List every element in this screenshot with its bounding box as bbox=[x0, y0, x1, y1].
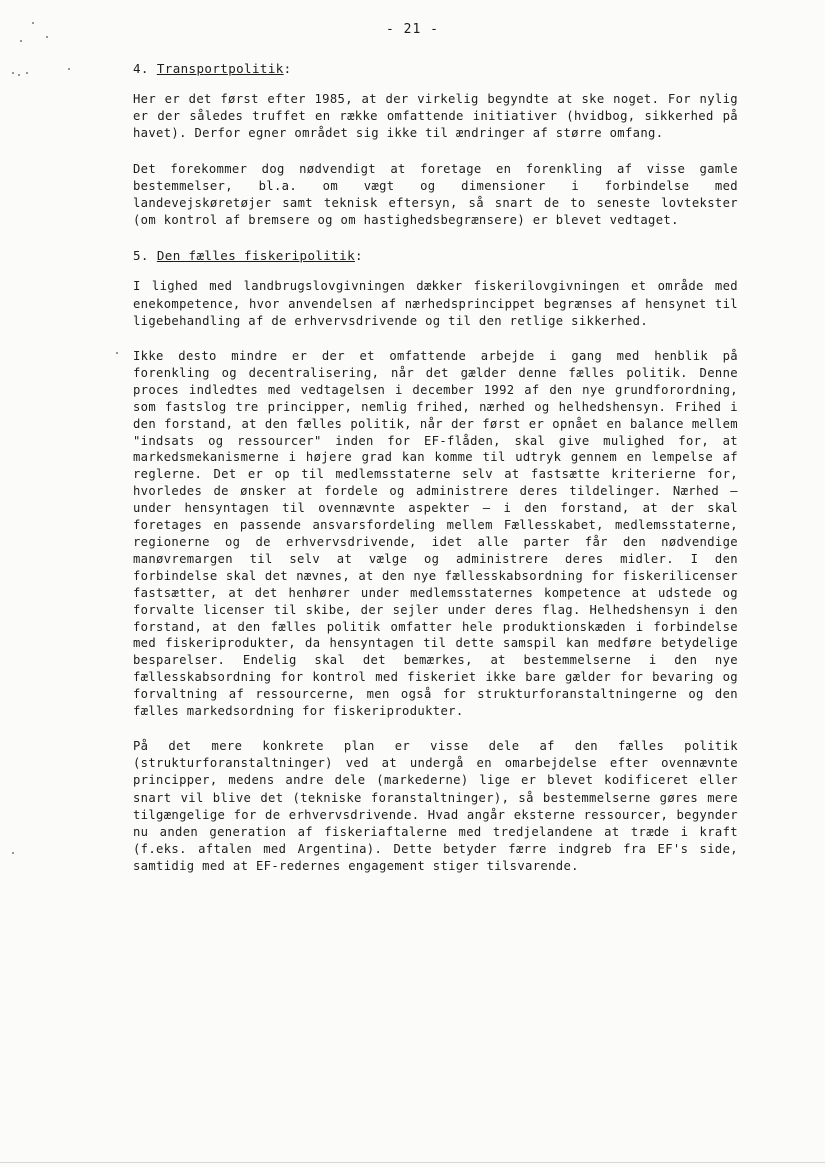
scan-speck bbox=[18, 74, 20, 76]
section-number: 5. bbox=[133, 248, 149, 264]
document-body bbox=[133, 60, 738, 894]
section-number: 4. bbox=[133, 61, 149, 76]
scan-speck bbox=[26, 72, 28, 74]
section-title-colon: : bbox=[283, 61, 292, 76]
paragraph: I lighed med landbrugslovgivningen dækker fiskerilovgivningen et område med enekompetence, hvor anvendelsen af nærhedsprincippet begrænses af hensynet til ligebehandling af de erhvervsdrivende og til den retlige sikkerhed. bbox=[133, 279, 738, 328]
section-title: Den fælles fiskeripolitik bbox=[156, 248, 356, 264]
scan-speck bbox=[32, 22, 34, 24]
section-title-colon: : bbox=[355, 248, 363, 264]
paragraph: Her er det først efter 1985, at der virkelig begyndte at ske noget. For nylig er der således truffet en række omfattende initiativer (hvidbog, sikkerhed på havet). Derfor egner området sig ikke til ændringer af større omfang. bbox=[133, 92, 738, 141]
page-number: - 21 - bbox=[386, 22, 439, 37]
paragraph: Det forekommer dog nødvendigt at foretage en forenkling af visse gamle bestemmelser, bl.a. om vægt og dimensioner i forbindelse med landevejskøretøjer samt teknisk eftersyn, så snart de to seneste lovtekster (om kontrol af bremsere og om hastighedsbegrænsere) er blevet vedtaget. bbox=[133, 161, 738, 228]
page-bottom-edge bbox=[0, 1162, 825, 1163]
section-heading bbox=[133, 247, 738, 264]
scan-speck bbox=[116, 352, 118, 354]
paragraph: Ikke desto mindre er der et omfattende arbejde i gang med henblik på forenkling og decentralisering, når det gælder denne fælles politik. Denne proces indledtes med vedtagelsen i december 1992 af den nye grundforordning, som fastslog tre principper, nemlig frihed, nærhed og helhedshensyn. Frihed i den forstand, at den fælles politik, når der først er opnået en balance mellem "indsats og ressourcer" inden for EF-flåden, skal give mulighed for, at markedsmekanismerne i højere grad kan komme til udtryk gennem en lempelse af reglerne. Det er op til medlemsstaterne selv at fastsætte kriterierne for, hvorledes de ønsker at fordele og administrere deres tildelinger. Nærhed – under hensyntagen til ovennævnte aspekter – i den forstand, at der skal foretages en passende ansvarsfordeling mellem Fællesskabet, medlemsstaterne, regionerne og de erhvervsdrivende, idet alle parter får den nødvendige manøvremargen til selv at vælge og administrere deres midler. I den forbindelse skal det nævnes, at den nye fællesskabsordning for fiskerilicenser fastsætter, at det henhører under medlemsstaternes kompetence at udstede og forvalte licenser til skibe, der sejler under deres flag. Helhedshensyn i den forstand, at den fælles politik omfatter hele produktionskæden i forbindelse med fiskeriprodukter, da hensyntagen til dette samspil kan medføre betydelige besparelser. Endelig skal det bemærkes, at bestemmelserne i den nye fællesskabsordning for kontrol med fiskeriet ikke bare gælder for bevaring og forvaltning af ressourcerne, men også for strukturforanstaltningerne og den fælles markedsordning for fiskeriprodukter. bbox=[133, 349, 738, 719]
scan-speck bbox=[20, 40, 22, 42]
section-heading bbox=[133, 60, 738, 77]
scan-speck bbox=[12, 72, 14, 74]
scan-speck bbox=[68, 68, 70, 70]
scan-speck bbox=[46, 36, 48, 38]
scan-speck bbox=[12, 852, 14, 854]
paragraph: På det mere konkrete plan er visse dele af den fælles politik (strukturforanstaltninger) ved at undergå en omarbejdelse efter ovennævnte principper, medens andre dele (markederne) lige er blevet kodificeret eller snart vil blive det (tekniske foranstaltninger), så bestemmelserne gøres mere tilgængelige for de erhvervsdrivende. Hvad angår eksterne ressourcer, begynder nu anden generation af fiskeriaftalerne med tredjelandene at træde i kraft (f.eks. aftalen med Argentina). Dette betyder færre indgreb fra EF's side, samtidig med at EF-redernes engagement stiger tilsvarende. bbox=[133, 738, 738, 874]
section-title: Transportpolitik bbox=[156, 61, 284, 76]
